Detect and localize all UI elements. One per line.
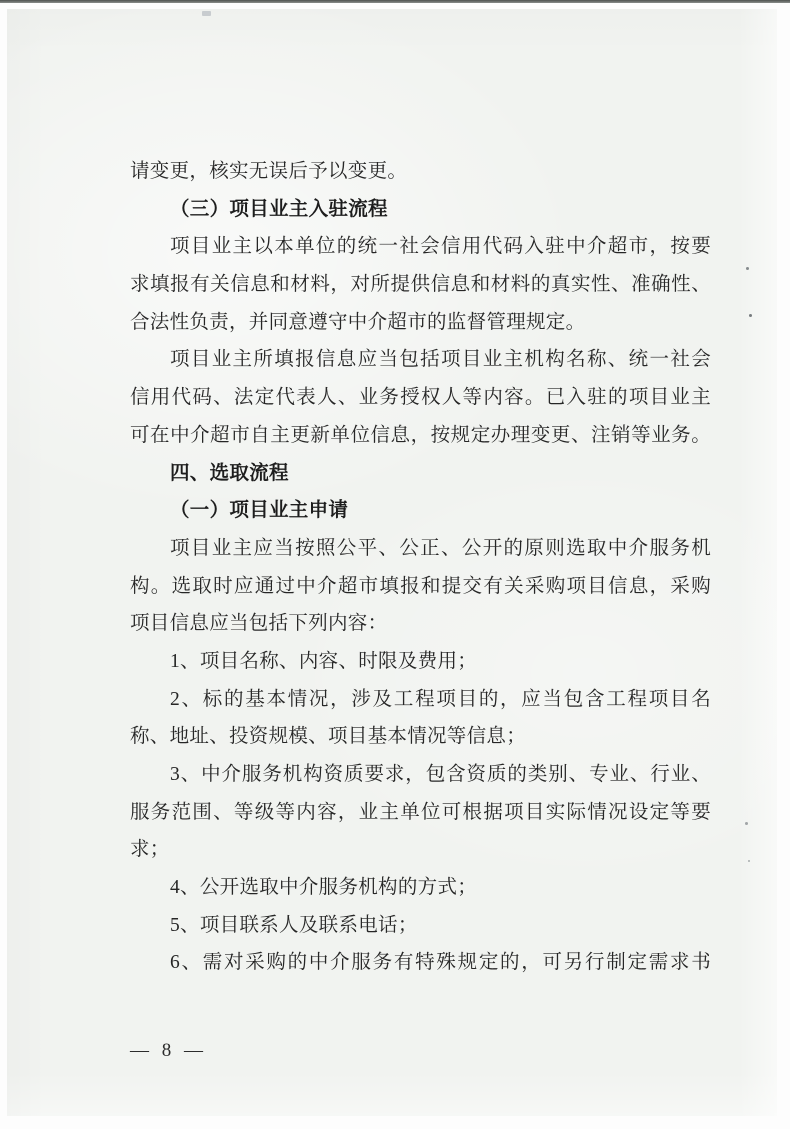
text-line: 项目业主应当按照公平、公正、公开的原则选取中介服务机 <box>170 537 711 559</box>
text-line: 项目业主以本单位的统一社会信用代码入驻中介超市，按要 <box>170 236 711 258</box>
scanner-edge-strip <box>0 0 790 3</box>
text-line: 四、选取流程 <box>170 462 289 484</box>
scan-speck <box>746 267 749 270</box>
text-line: （一）项目业主申请 <box>170 500 349 522</box>
text-line: 称、地址、投资规模、项目基本情况等信息； <box>130 726 527 748</box>
text-line: 1、项目名称、内容、时限及费用； <box>170 650 478 672</box>
scan-artifact-top-mark <box>202 11 211 16</box>
page-number: — 8 — <box>130 1040 207 1061</box>
text-line: 求； <box>130 839 170 861</box>
text-line: 3、中介服务机构资质要求，包含资质的类别、专业、行业、 <box>170 764 711 785</box>
text-line: 4、公开选取中介服务机构的方式； <box>170 877 478 899</box>
text-line: 可在中介超市自主更新单位信息，按规定办理变更、注销等业务。 <box>130 424 711 446</box>
text-line: 6、需对采购的中介服务有特殊规定的，可另行制定需求书 <box>170 952 711 974</box>
text-line: 求填报有关信息和材料，对所提供信息和材料的真实性、准确性、 <box>130 274 711 296</box>
text-line: 项目业主所填报信息应当包括项目业主机构名称、统一社会 <box>170 349 711 371</box>
text-line: （三）项目业主入驻流程 <box>170 198 388 220</box>
text-line: 服务范围、等级等内容，业主单位可根据项目实际情况设定等要 <box>130 801 711 823</box>
text-line: 项目信息应当包括下列内容： <box>130 613 388 635</box>
scan-speck <box>748 860 750 862</box>
text-line: 构。选取时应通过中介超市填报和提交有关采购项目信息，采购 <box>130 575 711 597</box>
scan-speck <box>745 822 748 825</box>
document-body-text <box>130 153 711 982</box>
text-line: 合法性负责，并同意遵守中介超市的监督管理规定。 <box>130 311 586 333</box>
text-line: 信用代码、法定代表人、业务授权人等内容。已入驻的项目业主 <box>130 387 711 409</box>
text-line: 2、标的基本情况，涉及工程项目的，应当包含工程项目名 <box>170 688 711 710</box>
text-line: 5、项目联系人及联系电话； <box>170 914 418 936</box>
text-line: 请变更，核实无误后予以变更。 <box>130 161 408 182</box>
scan-speck <box>749 314 752 317</box>
document-page <box>7 9 777 1116</box>
